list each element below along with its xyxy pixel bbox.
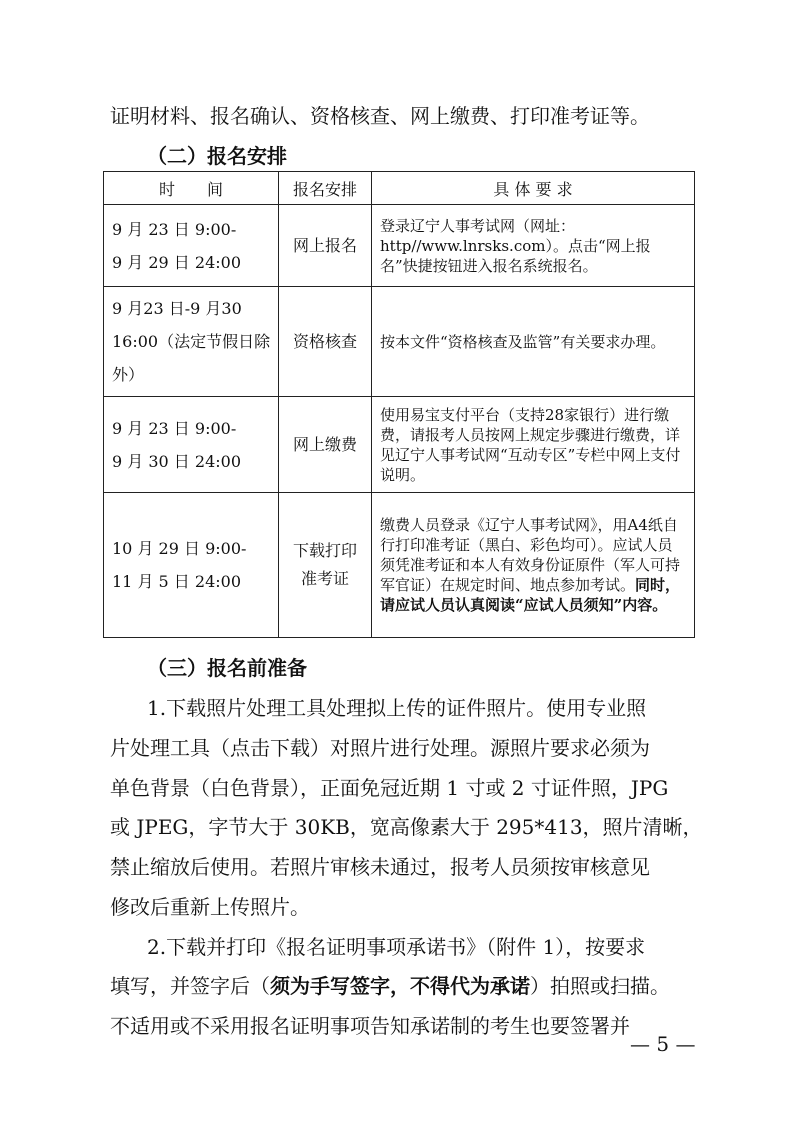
header-item: 报名安排 [279, 172, 372, 205]
page-number: — 5 — [630, 1032, 696, 1056]
row2-item: 资格核查 [279, 287, 372, 397]
row4-time: 10 月 29 日 9:00- 11 月 5 日 24:00 [104, 493, 279, 638]
p1-line: 片处理工具（点击下载）对照片进行处理。源照片要求必须为 [110, 736, 650, 760]
row3-item: 网上缴费 [279, 397, 372, 493]
row3-requirements: 使用易宝支付平台（支持28家银行）进行缴费，请报考人员按网上规定步骤进行缴费，详见辽宁人事考试网“互动专区”专栏中网上支付说明。 [372, 397, 695, 493]
p1-line: 单色背景（白色背景），正面免冠近期 1 寸或 2 寸证件照，JPG [110, 776, 669, 800]
table-row [104, 397, 695, 493]
p1-line: 禁止缩放后使用。若照片审核未通过，报考人员须按审核意见 [110, 855, 650, 879]
header-time: 时 间 [104, 172, 279, 205]
row4-item: 下载打印 准考证 [279, 493, 372, 638]
p2-line: 填写，并签字后（须为手写签字，不得代为承诺）拍照或扫描。 [110, 974, 670, 998]
table-row [104, 493, 695, 638]
table-header-row [104, 172, 695, 205]
section3-title: （三）报名前准备 [147, 656, 307, 680]
table-row [104, 287, 695, 397]
row3-time: 9 月 23 日 9:00- 9 月 30 日 24:00 [104, 397, 279, 493]
row1-requirements: 登录辽宁人事考试网（网址：http//www.lnrsks.com）。点击“网上报名”快捷按钮进入报名系统报名。 [372, 205, 695, 287]
table-row [104, 205, 695, 287]
p1-line: 或 JPEG，字节大于 30KB，宽高像素大于 295*413，照片清晰， [110, 815, 703, 839]
p2-line: 不适用或不采用报名证明事项告知承诺制的考生也要签署并 [110, 1014, 630, 1038]
row1-item: 网上报名 [279, 205, 372, 287]
p2-bold-note: 须为手写签字，不得代为承诺 [270, 974, 530, 998]
p2-line: 2.下载并打印《报名证明事项承诺书》（附件 1），按要求 [147, 935, 646, 959]
row4-requirements: 缴费人员登录《辽宁人事考试网》，用A4纸自行打印准考证（黑白、彩色均可）。应试人员须凭准考证和本人有效身份证原件（军人可持军官证）在规定时间、地点参加考试。同时，请应试人员认真阅读“应试人员须知”内容。 [372, 493, 695, 638]
intro-line: 证明材料、报名确认、资格核查、网上缴费、打印准考证等。 [110, 104, 650, 128]
row1-time: 9 月 23 日 9:00- 9 月 29 日 24:00 [104, 205, 279, 287]
p1-line: 修改后重新上传照片。 [110, 895, 310, 919]
schedule-table [103, 171, 695, 638]
row2-time: 9 月23 日-9 月30 16:00（法定节假日除 外） [104, 287, 279, 397]
row2-requirements: 按本文件“资格核查及监管”有关要求办理。 [372, 287, 695, 397]
section2-title: （二）报名安排 [147, 144, 287, 168]
p1-line: 1.下载照片处理工具处理拟上传的证件照片。使用专业照 [147, 696, 647, 720]
header-requirements: 具 体 要 求 [372, 172, 695, 205]
